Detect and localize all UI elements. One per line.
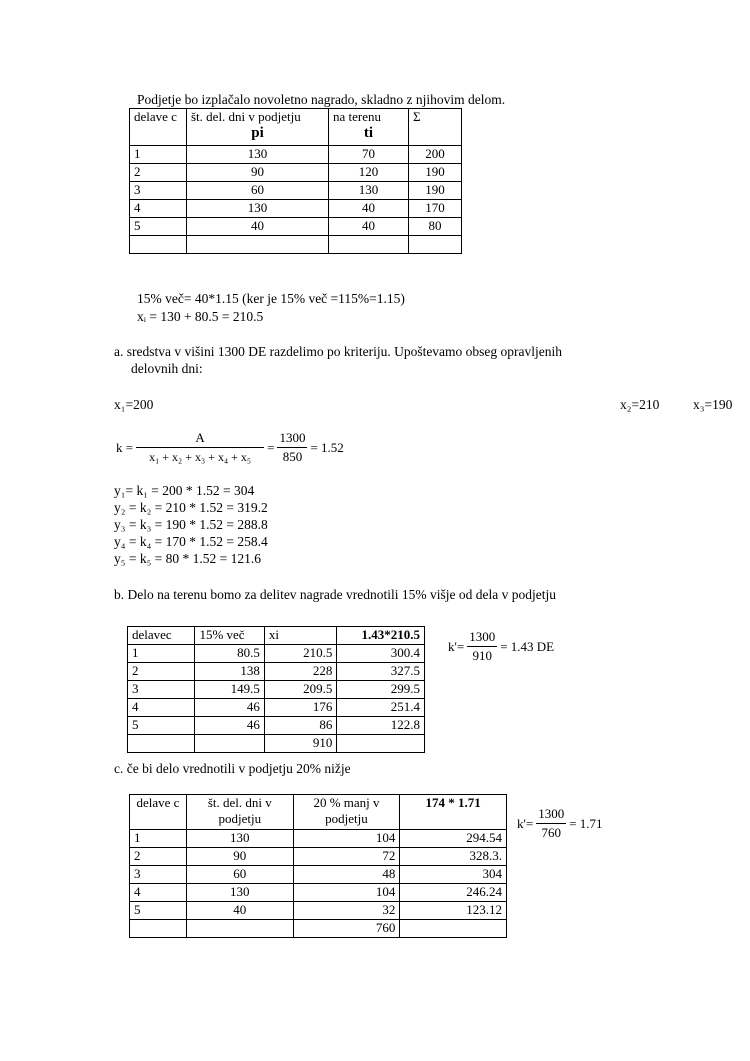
- table-cell: 123.12: [400, 902, 507, 920]
- table-cell: 4: [130, 884, 187, 902]
- table-cell: 90: [186, 848, 293, 866]
- table-cell: 80.5: [195, 645, 264, 663]
- table-cell: 70: [329, 146, 409, 164]
- table-cell: 190: [409, 164, 462, 182]
- table-cell: 60: [186, 866, 293, 884]
- table-row: [130, 920, 507, 938]
- table-cell: 32: [293, 902, 400, 920]
- table-cell: 228: [264, 663, 336, 681]
- note-percent: 15% več= 40*1.15 (ker je 15% več =115%=1.15): [137, 291, 405, 306]
- table-cell: št. del. dni v podjetju: [186, 795, 293, 830]
- table-row: [128, 699, 425, 717]
- table-cell: 130: [186, 884, 293, 902]
- table-cell: 60: [187, 182, 329, 200]
- table-workdays: [129, 108, 462, 254]
- k-formula: k = $\frac{A}{\text{x₁ + x₂ + x₃ + x₄ + x₅}}$ = $\frac{1300}{850}$ = 1.52: [116, 430, 344, 464]
- table-cell: 176: [264, 699, 336, 717]
- table-cell: 90: [187, 164, 329, 182]
- table-cell: 122.8: [337, 717, 425, 735]
- table-row: [130, 164, 462, 182]
- table-cell: 246.24: [400, 884, 507, 902]
- table-cell: 86: [264, 717, 336, 735]
- table-cell: 3: [130, 182, 187, 200]
- table-cell: 80: [409, 218, 462, 236]
- table-cell: 2: [130, 164, 187, 182]
- table-cell: [337, 735, 425, 753]
- table-cell: 15% več: [195, 627, 264, 645]
- table-cell: 130: [187, 146, 329, 164]
- y-line: y₄ = k₄ = 170 * 1.52 = 258.4: [114, 534, 268, 549]
- section-b-title: b. Delo na terenu bomo za delitev nagrade vrednotili 15% višje od dela v podjetju: [114, 587, 556, 602]
- table-row: [130, 200, 462, 218]
- table-cell: 3: [130, 866, 187, 884]
- section-a-title: a. sredstva v višini 1300 DE razdelimo po kriteriju. Upoštevamo obseg opravljenih: [114, 344, 563, 359]
- table-cell: 130: [329, 182, 409, 200]
- note-xi: xᵢ = 130 + 80.5 = 210.5: [137, 309, 264, 324]
- section-c-title: c. če bi delo vrednotili v podjetju 20% nižje: [114, 761, 351, 776]
- y-line: y₁= k₁ = 200 * 1.52 = 304: [114, 483, 255, 498]
- table-row: [130, 830, 507, 848]
- table-cell: 328.3.: [400, 848, 507, 866]
- table-cell: 48: [293, 866, 400, 884]
- x1-value: x₁=200: [114, 397, 154, 412]
- table-cell: 2: [128, 663, 195, 681]
- table-cell: [128, 735, 195, 753]
- table-cell: [130, 236, 187, 254]
- table-cell: 300.4: [337, 645, 425, 663]
- table-row: [130, 884, 507, 902]
- table-row: [128, 681, 425, 699]
- table-cell: [187, 236, 329, 254]
- table-cell: 4: [128, 699, 195, 717]
- table-cell: [400, 920, 507, 938]
- table-cell: 190: [409, 182, 462, 200]
- table-cell: [130, 920, 187, 938]
- table-cell: [329, 236, 409, 254]
- table-cell: 1: [130, 146, 187, 164]
- table-cell: delavec: [128, 627, 195, 645]
- table-cell: 138: [195, 663, 264, 681]
- table-row: [128, 645, 425, 663]
- table-cell: 209.5: [264, 681, 336, 699]
- table-cell: 2: [130, 848, 187, 866]
- table-cell: [186, 920, 293, 938]
- table-row: [130, 236, 462, 254]
- table-header-cell: št. del. dni v podjetju pi: [187, 109, 329, 146]
- y-line: y₅ = k₅ = 80 * 1.52 = 121.6: [114, 551, 262, 566]
- table-cell: 72: [293, 848, 400, 866]
- table-row: [128, 717, 425, 735]
- table-cell: 200: [409, 146, 462, 164]
- table-cell: 104: [293, 884, 400, 902]
- table-cell: 174 * 1.71: [400, 795, 507, 830]
- table-cell: 40: [186, 902, 293, 920]
- section-a-title-cont: delovnih dni:: [131, 361, 203, 376]
- table-cell: 294.54: [400, 830, 507, 848]
- table-cell: 210.5: [264, 645, 336, 663]
- table-cell: xi: [264, 627, 336, 645]
- x3-value: x₃=190: [693, 397, 733, 412]
- table-cell: 5: [128, 717, 195, 735]
- table-row: [130, 902, 507, 920]
- table-cell: 120: [329, 164, 409, 182]
- table-cell: 1.43*210.5: [337, 627, 425, 645]
- table-header-cell: Σ: [409, 109, 462, 146]
- table-row: [130, 848, 507, 866]
- table-cell: 3: [128, 681, 195, 699]
- table-row: [130, 218, 462, 236]
- table-row: [128, 735, 425, 753]
- table-cell: 5: [130, 218, 187, 236]
- table-cell: 5: [130, 902, 187, 920]
- y-line: y₃ = k₃ = 190 * 1.52 = 288.8: [114, 517, 268, 532]
- table-cell: 149.5: [195, 681, 264, 699]
- intro-text: Podjetje bo izplačalo novoletno nagrado, skladno z njihovim delom.: [137, 92, 506, 107]
- table-cell: 170: [409, 200, 462, 218]
- table-cell: [409, 236, 462, 254]
- table-cell: 760: [293, 920, 400, 938]
- table-cell: [195, 735, 264, 753]
- table-field-weighted: [127, 626, 425, 753]
- table-row: [130, 146, 462, 164]
- table-cell: 1: [128, 645, 195, 663]
- table-cell: 40: [329, 200, 409, 218]
- table-header-cell: na terenu ti: [329, 109, 409, 146]
- table-row: [128, 663, 425, 681]
- table-cell: 40: [187, 218, 329, 236]
- table-row: [130, 866, 507, 884]
- table-row: [130, 182, 462, 200]
- table-cell: delave c: [130, 795, 187, 830]
- table-header-cell: delave c: [130, 109, 187, 146]
- table-cell: 4: [130, 200, 187, 218]
- table-cell: 40: [329, 218, 409, 236]
- k-prime-formula-c: k'= $\frac{1300}{760}$ = 1.71: [517, 806, 603, 840]
- table-cell: 910: [264, 735, 336, 753]
- table-cell: 1: [130, 830, 187, 848]
- y-line: y₂ = k₂ = 210 * 1.52 = 319.2: [114, 500, 268, 515]
- table-cell: 46: [195, 699, 264, 717]
- k-prime-formula-b: k'= $\frac{1300}{910}$ = 1.43 DE: [448, 629, 555, 663]
- table-cell: 130: [187, 200, 329, 218]
- table-office-reduced: [129, 794, 507, 938]
- table-cell: 327.5: [337, 663, 425, 681]
- x2-value: x₂=210: [620, 397, 660, 412]
- table-cell: 130: [186, 830, 293, 848]
- table-cell: 20 % manj v podjetju: [293, 795, 400, 830]
- table-cell: 304: [400, 866, 507, 884]
- table-cell: 251.4: [337, 699, 425, 717]
- table-cell: 46: [195, 717, 264, 735]
- table-cell: 104: [293, 830, 400, 848]
- table-cell: 299.5: [337, 681, 425, 699]
